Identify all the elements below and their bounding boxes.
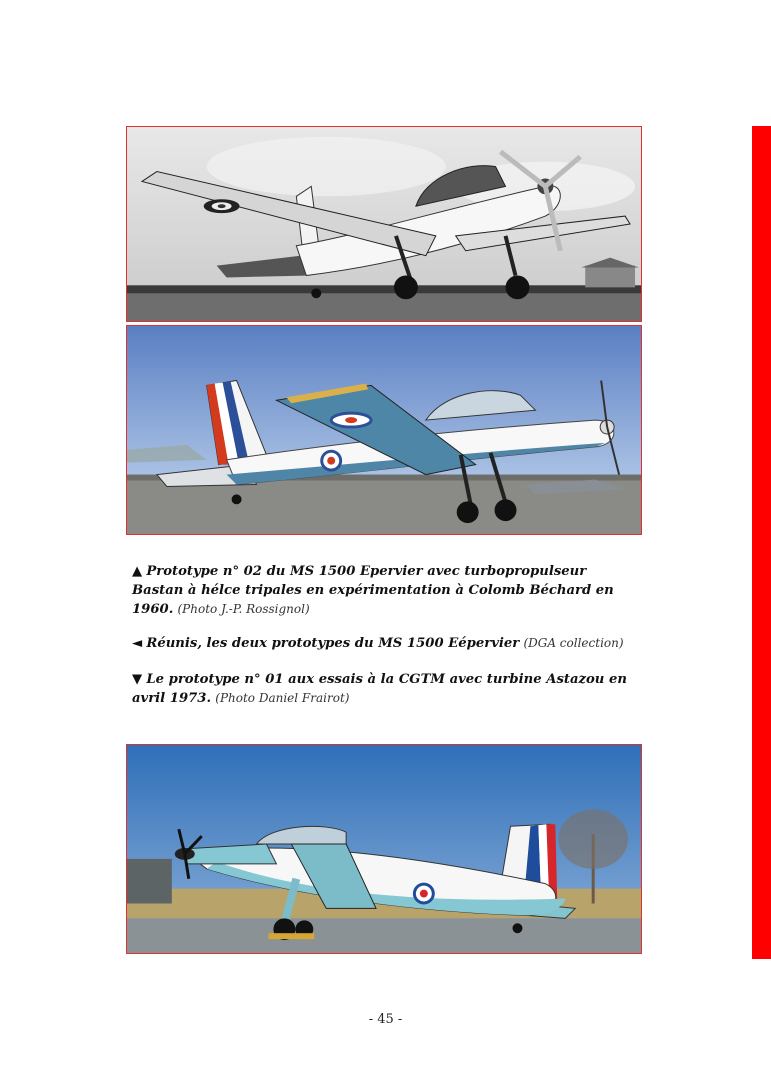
aircraft-color-illustration (127, 326, 641, 534)
left-arrow-icon: ◄ (132, 636, 143, 651)
caption-third-credit: (Photo Daniel Frairot) (215, 691, 350, 705)
photo-prototype-color-tarmac (126, 325, 642, 535)
page-number: - 45 - (368, 1012, 403, 1027)
caption-third (132, 670, 632, 708)
caption-second-text: Réunis, les deux prototypes du MS 1500 Eépervier (146, 636, 520, 651)
down-arrow-icon: ▼ (132, 672, 143, 687)
caption-first-text: Prototype n° 02 du MS 1500 Epervier avec turbopropulseur Bastan à hélce tripales en expérimentation à Colomb Béchard en 1960. (132, 564, 614, 617)
caption-second-credit: (DGA collection) (523, 636, 624, 650)
photo-prototype-01-astazou (126, 744, 642, 954)
up-arrow-icon: ▲ (132, 564, 143, 579)
caption-first-credit: (Photo J.-P. Rossignol) (177, 602, 310, 616)
caption-first (132, 562, 632, 619)
aircraft-bw-illustration (127, 127, 641, 321)
photo-prototype-02-bw (126, 126, 642, 322)
red-side-bar (752, 126, 771, 959)
caption-third-text: Le prototype n° 01 aux essais à la CGTM avec turbine Astazou en avril 1973. (132, 672, 627, 706)
aircraft-astazou-illustration (127, 745, 641, 953)
caption-second (132, 634, 632, 653)
